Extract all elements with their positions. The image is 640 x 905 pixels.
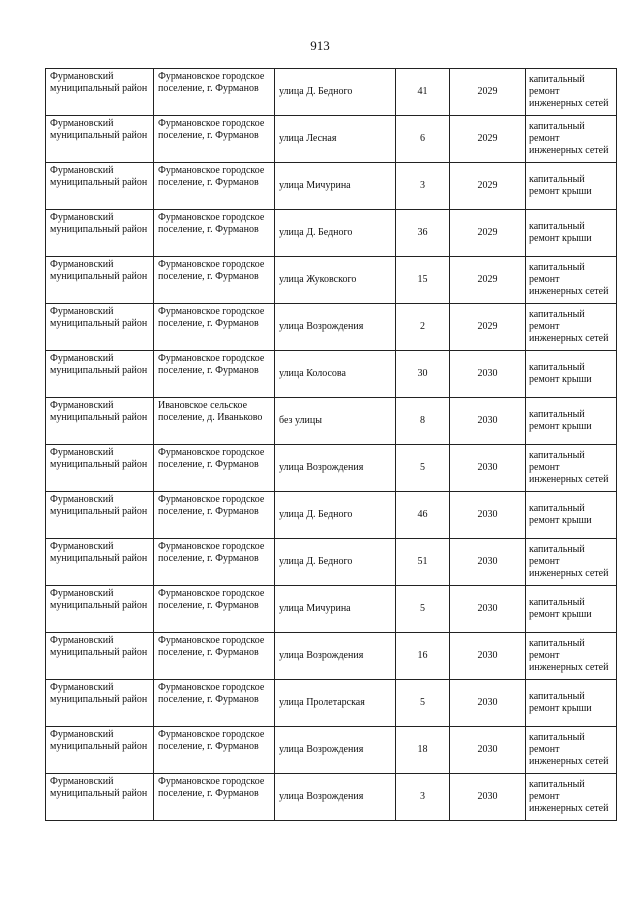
street-cell: улица Жуковского xyxy=(275,257,396,304)
district-cell: Фурмановский муниципальный район xyxy=(46,680,154,727)
house-number-cell: 2 xyxy=(396,304,450,351)
work-type-cell: капитальный ремонт крыши xyxy=(526,586,617,633)
street-cell: улица Д. Бедного xyxy=(275,210,396,257)
year-cell: 2030 xyxy=(450,445,526,492)
street-cell: улица Д. Бедного xyxy=(275,539,396,586)
house-number-cell: 8 xyxy=(396,398,450,445)
settlement-cell: Фурмановское городское поселение, г. Фурманов xyxy=(154,539,275,586)
settlement-cell: Фурмановское городское поселение, г. Фурманов xyxy=(154,633,275,680)
settlement-cell: Фурмановское городское поселение, г. Фурманов xyxy=(154,69,275,116)
settlement-cell: Фурмановское городское поселение, г. Фурманов xyxy=(154,492,275,539)
street-cell: улица Возрождения xyxy=(275,445,396,492)
table-row xyxy=(46,492,617,539)
year-cell: 2030 xyxy=(450,586,526,633)
house-number-cell: 5 xyxy=(396,586,450,633)
table-row xyxy=(46,257,617,304)
table-row xyxy=(46,539,617,586)
year-cell: 2030 xyxy=(450,539,526,586)
table-row xyxy=(46,304,617,351)
settlement-cell: Фурмановское городское поселение, г. Фурманов xyxy=(154,116,275,163)
work-type-cell: капитальный ремонт крыши xyxy=(526,492,617,539)
street-cell: улица Возрождения xyxy=(275,727,396,774)
work-type-cell: капитальный ремонт крыши xyxy=(526,163,617,210)
work-type-cell: капитальный ремонт крыши xyxy=(526,210,617,257)
table-row xyxy=(46,398,617,445)
work-type-cell: капитальный ремонт инженерных сетей xyxy=(526,304,617,351)
house-number-cell: 6 xyxy=(396,116,450,163)
work-type-cell: капитальный ремонт инженерных сетей xyxy=(526,116,617,163)
house-number-cell: 5 xyxy=(396,445,450,492)
district-cell: Фурмановский муниципальный район xyxy=(46,492,154,539)
year-cell: 2029 xyxy=(450,257,526,304)
year-cell: 2029 xyxy=(450,304,526,351)
table-row xyxy=(46,351,617,398)
house-number-cell: 51 xyxy=(396,539,450,586)
street-cell: улица Мичурина xyxy=(275,163,396,210)
table-row xyxy=(46,210,617,257)
work-type-cell: капитальный ремонт инженерных сетей xyxy=(526,727,617,774)
district-cell: Фурмановский муниципальный район xyxy=(46,633,154,680)
table-row xyxy=(46,163,617,210)
work-type-cell: капитальный ремонт крыши xyxy=(526,398,617,445)
table-row xyxy=(46,445,617,492)
repair-schedule-table xyxy=(45,68,617,821)
year-cell: 2029 xyxy=(450,163,526,210)
house-number-cell: 3 xyxy=(396,163,450,210)
house-number-cell: 16 xyxy=(396,633,450,680)
settlement-cell: Фурмановское городское поселение, г. Фурманов xyxy=(154,210,275,257)
house-number-cell: 30 xyxy=(396,351,450,398)
year-cell: 2030 xyxy=(450,492,526,539)
table-row xyxy=(46,586,617,633)
district-cell: Фурмановский муниципальный район xyxy=(46,304,154,351)
district-cell: Фурмановский муниципальный район xyxy=(46,586,154,633)
year-cell: 2029 xyxy=(450,69,526,116)
year-cell: 2030 xyxy=(450,727,526,774)
year-cell: 2030 xyxy=(450,774,526,821)
table-row xyxy=(46,69,617,116)
street-cell: без улицы xyxy=(275,398,396,445)
district-cell: Фурмановский муниципальный район xyxy=(46,351,154,398)
district-cell: Фурмановский муниципальный район xyxy=(46,116,154,163)
house-number-cell: 46 xyxy=(396,492,450,539)
street-cell: улица Возрождения xyxy=(275,304,396,351)
house-number-cell: 5 xyxy=(396,680,450,727)
street-cell: улица Д. Бедного xyxy=(275,492,396,539)
street-cell: улица Возрождения xyxy=(275,633,396,680)
page-number: 913 xyxy=(310,38,330,53)
settlement-cell: Ивановское сельское поселение, д. Иваньково xyxy=(154,398,275,445)
district-cell: Фурмановский муниципальный район xyxy=(46,257,154,304)
year-cell: 2030 xyxy=(450,351,526,398)
settlement-cell: Фурмановское городское поселение, г. Фурманов xyxy=(154,586,275,633)
house-number-cell: 41 xyxy=(396,69,450,116)
district-cell: Фурмановский муниципальный район xyxy=(46,163,154,210)
district-cell: Фурмановский муниципальный район xyxy=(46,210,154,257)
district-cell: Фурмановский муниципальный район xyxy=(46,69,154,116)
table-row xyxy=(46,116,617,163)
district-cell: Фурмановский муниципальный район xyxy=(46,445,154,492)
house-number-cell: 3 xyxy=(396,774,450,821)
street-cell: улица Пролетарская xyxy=(275,680,396,727)
street-cell: улица Д. Бедного xyxy=(275,69,396,116)
work-type-cell: капитальный ремонт инженерных сетей xyxy=(526,445,617,492)
settlement-cell: Фурмановское городское поселение, г. Фурманов xyxy=(154,257,275,304)
street-cell: улица Мичурина xyxy=(275,586,396,633)
year-cell: 2029 xyxy=(450,210,526,257)
settlement-cell: Фурмановское городское поселение, г. Фурманов xyxy=(154,727,275,774)
table-row xyxy=(46,633,617,680)
work-type-cell: капитальный ремонт инженерных сетей xyxy=(526,633,617,680)
street-cell: улица Лесная xyxy=(275,116,396,163)
work-type-cell: капитальный ремонт инженерных сетей xyxy=(526,257,617,304)
street-cell: улица Колосова xyxy=(275,351,396,398)
year-cell: 2030 xyxy=(450,680,526,727)
year-cell: 2029 xyxy=(450,116,526,163)
district-cell: Фурмановский муниципальный район xyxy=(46,727,154,774)
table-row xyxy=(46,680,617,727)
work-type-cell: капитальный ремонт крыши xyxy=(526,680,617,727)
district-cell: Фурмановский муниципальный район xyxy=(46,539,154,586)
settlement-cell: Фурмановское городское поселение, г. Фурманов xyxy=(154,304,275,351)
settlement-cell: Фурмановское городское поселение, г. Фурманов xyxy=(154,680,275,727)
table-body xyxy=(46,69,617,821)
district-cell: Фурмановский муниципальный район xyxy=(46,398,154,445)
district-cell: Фурмановский муниципальный район xyxy=(46,774,154,821)
table-row xyxy=(46,727,617,774)
year-cell: 2030 xyxy=(450,633,526,680)
work-type-cell: капитальный ремонт крыши xyxy=(526,351,617,398)
settlement-cell: Фурмановское городское поселение, г. Фурманов xyxy=(154,774,275,821)
house-number-cell: 18 xyxy=(396,727,450,774)
year-cell: 2030 xyxy=(450,398,526,445)
house-number-cell: 36 xyxy=(396,210,450,257)
work-type-cell: капитальный ремонт инженерных сетей xyxy=(526,774,617,821)
settlement-cell: Фурмановское городское поселение, г. Фурманов xyxy=(154,351,275,398)
work-type-cell: капитальный ремонт инженерных сетей xyxy=(526,539,617,586)
settlement-cell: Фурмановское городское поселение, г. Фурманов xyxy=(154,163,275,210)
street-cell: улица Возрождения xyxy=(275,774,396,821)
settlement-cell: Фурмановское городское поселение, г. Фурманов xyxy=(154,445,275,492)
house-number-cell: 15 xyxy=(396,257,450,304)
table-row xyxy=(46,774,617,821)
work-type-cell: капитальный ремонт инженерных сетей xyxy=(526,69,617,116)
